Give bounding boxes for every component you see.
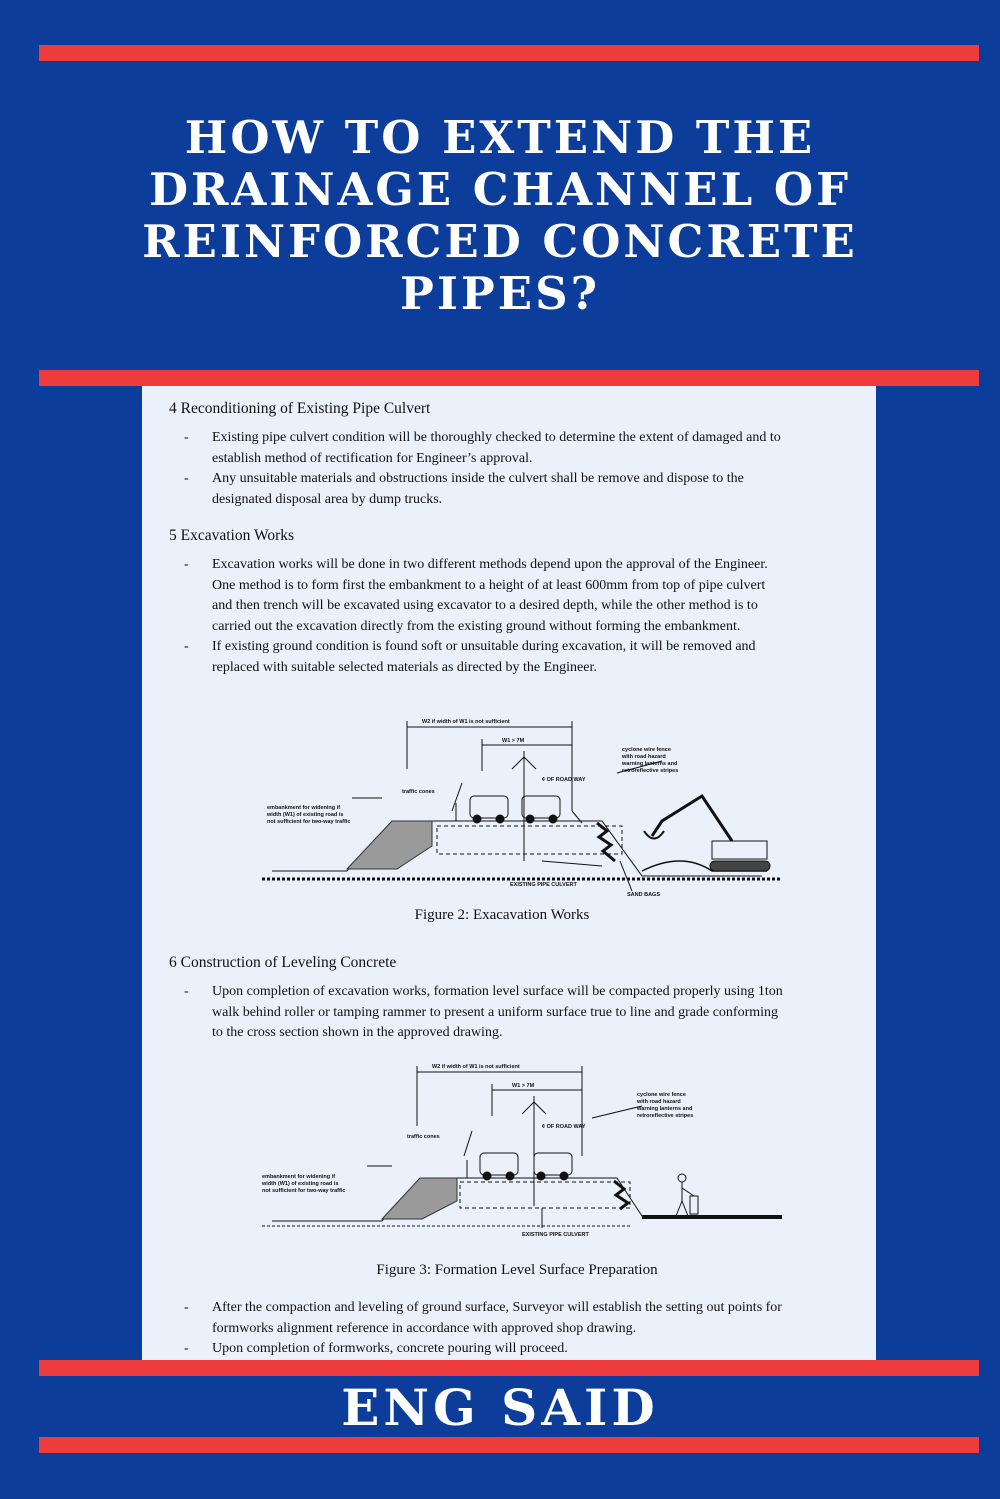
text-line: replaced with suitable selected materials as directed by the Engineer. [212,659,597,675]
section-heading: 6 Construction of Leveling Concrete [169,954,397,971]
section-4-bullets [184,428,864,510]
author-name: ENG SAID [341,1378,659,1437]
figure-2-caption: Figure 2: Exacavation Works [414,907,590,923]
diagram-label: embankment for widening if [262,1174,336,1180]
text-line: Upon completion of excavation works, formation level surface will be compacted properly using 1ton [212,984,783,999]
diagram-label: W1 > 7M [512,1083,535,1089]
text-line: Excavation works will be done in two different methods depend upon the approval of the Engineer. [212,557,768,572]
diagram-label: not sufficient for two-way traffic [267,819,351,825]
text-line: to the cross section shown in the approved drawing. [212,1025,503,1040]
bottom-stripe [39,1437,979,1453]
list-item: - If existing ground condition is found soft or unsuitable during excavation, it will be removed and replaced with suitable selected materials as directed by the Engineer. [184,639,756,675]
top-stripe [39,45,979,61]
text-line: If existing ground condition is found soft or unsuitable during excavation, it will be removed and [212,639,756,654]
diagram-label: traffic cones [407,1134,440,1140]
list-item: - After the compaction and leveling of ground surface, Surveyor will establish the setting out points for formworks alignment reference in accordance with approved shop drawing. [184,1300,782,1336]
text-line: carried out the excavation directly from the existing ground without forming the embankment. [212,618,741,634]
title-line: DRAINAGE CHANNEL OF [148,163,852,216]
diagram-label: ¢ OF ROAD WAY [542,1124,586,1130]
section-6-bullets [184,982,864,1044]
text-line: walk behind roller or tamping rammer to present a uniform surface true to line and grade conforming [212,1004,779,1020]
list-item: - Any unsuitable materials and obstructions inside the culvert shall be remove and dispose to the designated disposal area by dump trucks. [184,471,744,507]
title-line: PIPES? [400,267,600,320]
document-page [142,386,876,1360]
section-heading: 4 Reconditioning of Existing Pipe Culvert [169,400,431,417]
diagram-label: with road hazard [637,1099,681,1105]
text-line: One method is to form first the embankment to a height of at least 600mm from top of pipe culvert [212,577,766,593]
figure-3-caption: Figure 3: Formation Level Surface Preparation [376,1262,658,1278]
diagram-label: warning lanterns and [622,761,678,767]
diagram-label: with road hazard [622,754,666,760]
text-line: formworks alignment reference in accordance with approved shop drawing. [212,1320,637,1336]
list-item: - Existing pipe culvert condition will be thoroughly checked to determine the extent of damaged and to establish method of rectification for Engineer’s approval. [184,430,781,466]
list-item: - Upon completion of excavation works, formation level surface will be compacted properly using 1ton walk behind roller or tamping rammer to present a uniform surface true to line and grade conforming to the cross section shown in the approved drawing. [184,984,783,1040]
diagram-label: retroreflective stripes [622,768,679,774]
text-line: Upon completion of formworks, concrete pouring will proceed. [212,1341,568,1356]
diagram-label: ¢ OF ROAD WAY [542,777,586,783]
diagram-label: not sufficient for two-way traffic [262,1188,346,1194]
title-line: HOW TO EXTEND THE [184,111,816,164]
book-title [80,112,920,320]
diagram-label: retroreflective stripes [637,1113,694,1119]
diagram-label: embankment for widening if [267,805,341,811]
diagram-label: cyclone wire fence [622,747,671,753]
diagram-label: W2 if width of W1 is not sufficient [432,1064,520,1070]
diagram-label: traffic cones [402,789,435,795]
diagram-label: width (W1) of existing road is [267,812,344,818]
diagram-label: cyclone wire fence [637,1092,686,1098]
author-top-stripe [39,1360,979,1376]
figure-2-diagram [242,711,802,901]
diagram-label: W2 if width of W1 is not sufficient [422,719,510,725]
diagram-label: SAND BAGS [627,892,661,898]
title-line: REINFORCED CONCRETE [142,215,858,268]
text-line: designated disposal area by dump trucks. [212,491,443,507]
diagram-label: warning lanterns and [637,1106,693,1112]
figure-3-diagram [242,1056,802,1246]
diagram-label: EXISTING PIPE CULVERT [510,882,577,888]
section-5-bullets [184,555,864,678]
text-line: Existing pipe culvert condition will be thoroughly checked to determine the extent of damaged and to [212,430,781,445]
diagram-label: W1 > 7M [502,738,525,744]
diagram-label: width (W1) of existing road is [262,1181,339,1187]
title-bottom-stripe [39,370,979,386]
text-line: establish method of rectification for Engineer’s approval. [212,450,533,466]
text-line: and then trench will be excavated using excavator to a desired depth, while the other method is to [212,598,758,613]
text-line: Any unsuitable materials and obstructions inside the culvert shall be remove and dispose to the [212,471,744,486]
list-item: - Upon completion of formworks, concrete pouring will proceed. [184,1341,568,1356]
list-item: - Excavation works will be done in two different methods depend upon the approval of the Engineer. One method is to form first the embankment to a height of at least 600mm from top of pipe culvert and then trench will be excavated using excavator to a desired depth, while the other method is to carried out the excavation directly from the existing ground without forming the embankment. [184,557,768,634]
closing-bullets [184,1298,864,1360]
diagram-label: EXISTING PIPE CULVERT [522,1232,589,1238]
text-line: After the compaction and leveling of ground surface, Surveyor will establish the setting out points for [212,1300,782,1315]
section-heading: 5 Excavation Works [169,527,295,544]
